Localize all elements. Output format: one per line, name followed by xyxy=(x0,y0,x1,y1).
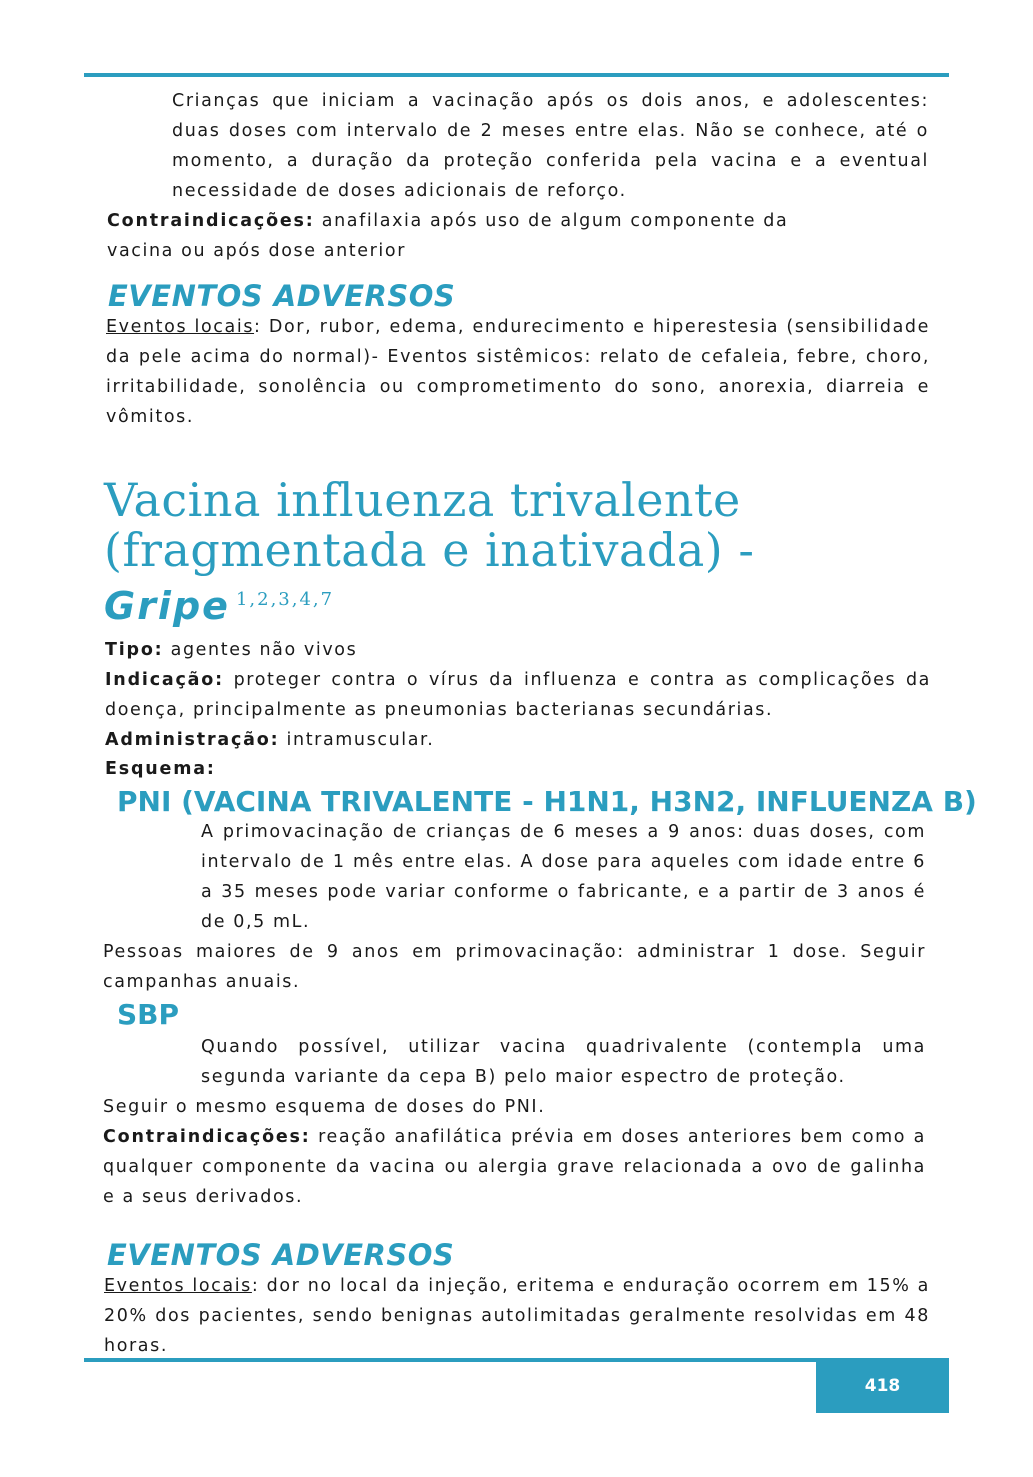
administracao-text: intramuscular. xyxy=(279,730,435,750)
contraindications-label: Contraindicações: xyxy=(107,211,315,231)
vaccine-info xyxy=(105,635,931,783)
tipo-text: agentes não vivos xyxy=(163,640,358,660)
bottom-rule xyxy=(84,1358,817,1362)
esquema-label: Esquema: xyxy=(105,759,216,779)
adverse-events-text-2 xyxy=(104,1271,930,1361)
local-events-text-1: : Dor, rubor, edema, endurecimento e hiperestesia (sensibilidade da pele acima do normal)- Eventos sistêmicos: relato de cefaleia, febre, choro, irritabilidade, sonolência ou comprometimento do sono, anorexia, diarreia e vômitos. xyxy=(106,317,930,427)
vaccine-title xyxy=(104,475,864,631)
local-events-text-2: : dor no local da injeção, eritema e enduração ocorrem em 15% a 20% dos pacientes, sendo benignas autolimitadas geralmente resolvidas em 48 horas. xyxy=(104,1276,930,1356)
tipo-label: Tipo: xyxy=(105,640,164,660)
pni-text xyxy=(103,817,926,997)
indicacao-text: proteger contra o vírus da influenza e contra as complicações da doença, principalmente as pneumonias bacterianas secundárias. xyxy=(105,670,931,720)
page-number: 418 xyxy=(816,1358,949,1413)
indicacao-line xyxy=(105,665,931,725)
pni-paragraph-2: Pessoas maiores de 9 anos em primovacinação: administrar 1 dose. Seguir campanhas anuais. xyxy=(103,942,926,992)
title-gripe: Gripe xyxy=(104,584,230,628)
administracao-line xyxy=(105,725,931,755)
sbp-contraindications xyxy=(103,1122,926,1212)
tipo-line xyxy=(105,635,931,665)
children-dose-text: Crianças que iniciam a vacinação após os dois anos, e adolescentes: duas doses com intervalo de 2 meses entre elas. Não se conhece, até o momento, a duração da proteção conferida pela vacina e a eventual necessidade de doses adicionais de reforço. xyxy=(172,91,929,201)
title-line-1: Vacina influenza trivalente xyxy=(104,473,741,527)
adverse-events-heading-1: EVENTOS ADVERSOS xyxy=(108,279,456,313)
pni-paragraph-1: A primovacinação de crianças de 6 meses a 9 anos: duas doses, com intervalo de 1 mês entre elas. A dose para aqueles com idade entre 6 a 35 meses pode variar conforme o fabricante, e a partir de 3 anos é de 0,5 mL. xyxy=(201,822,926,932)
sbp-paragraph-2: Seguir o mesmo esquema de doses do PNI. xyxy=(103,1097,546,1117)
sbp-contraindications-text: reação anafilática prévia em doses anteriores bem como a qualquer componente da vacina ou alergia grave relacionada a ovo de galinha e a seus derivados. xyxy=(103,1127,926,1207)
sbp-contraindications-label: Contraindicações: xyxy=(103,1127,311,1147)
top-paragraph xyxy=(107,86,929,266)
top-rule xyxy=(84,73,949,77)
contraindications-line xyxy=(107,206,929,236)
contraindications-text: anafilaxia após uso de algum componente da xyxy=(314,211,789,231)
local-events-label-1: Eventos locais xyxy=(106,317,255,337)
administracao-label: Administração: xyxy=(105,730,280,750)
local-events-label-2: Eventos locais xyxy=(104,1276,252,1296)
contraindications-line-2: vacina ou após dose anterior xyxy=(107,241,406,261)
title-line-2: (fragmentada e inativada) - xyxy=(104,523,755,577)
indicacao-label: Indicação: xyxy=(105,670,224,690)
pni-heading: PNI (VACINA TRIVALENTE - H1N1, H3N2, INFLUENZA B) xyxy=(117,785,977,818)
adverse-events-heading-2: EVENTOS ADVERSOS xyxy=(107,1238,455,1272)
sbp-paragraph-1: Quando possível, utilizar vacina quadrivalente (contempla uma segunda variante da cepa B) pelo maior espectro de proteção. xyxy=(201,1037,926,1087)
sbp-heading: SBP xyxy=(117,998,180,1031)
sbp-text xyxy=(103,1032,926,1212)
title-references: 1,2,3,4,7 xyxy=(235,589,335,610)
adverse-events-text-1 xyxy=(106,312,930,432)
